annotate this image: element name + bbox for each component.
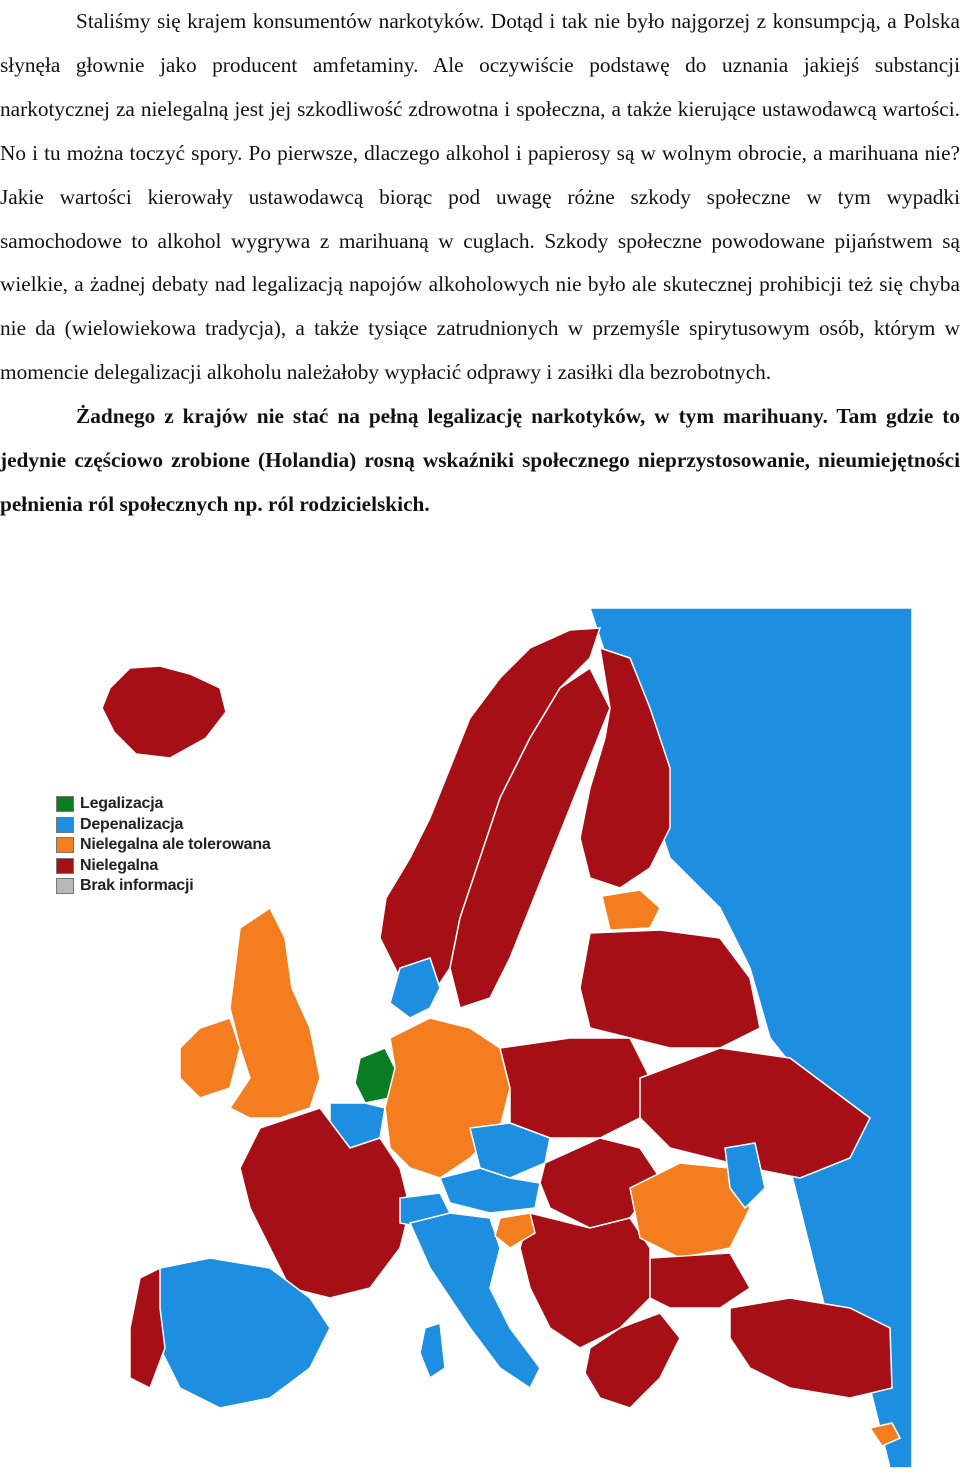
region-sardinia	[420, 1323, 445, 1378]
paragraph-1: Staliśmy się krajem konsumentów narkotyków. Dotąd i tak nie było najgorzej z konsumpcją, a Polska słynęła głownie jako producent amfetaminy. Ale oczywiście podstawę do uznania jakiejś substancji narkotycznej za nielegalną jest jej szkodliwość zdrowotna i społeczna, a także kierujące ustawodawcą wartości. No i tu można toczyć spory. Po pierwsze, dlaczego alkohol i papierosy są w wolnym obrocie, a marihuana nie? Jakie wartości kierowały ustawodawcą biorąc pod uwagę różne szkody społeczne w tym wypadki samochodowe to alkohol wygrywa z marihuaną w cuglach. Szkody społeczne powodowane pijaństwem są wielkie, a żadnej debaty nad legalizacją napojów alkoholowych nie było ale skutecznej prohibicji też się chyba nie da (wielowiekowa tradycja), a także tysiące zatrudnionych w przemyśle spirytusowym osób, którym w momencie delegalizacji alkoholu należałoby wypłacić odprawy i zasiłki dla bezrobotnych.	[0, 9, 960, 385]
region-ireland	[180, 1018, 240, 1098]
legend-label: Legalizacja	[80, 795, 164, 813]
legend-item-illegal	[56, 856, 271, 877]
region-bulgaria	[650, 1253, 750, 1308]
region-poland	[500, 1038, 650, 1138]
region-austria	[440, 1168, 540, 1213]
paragraph-2: Żadnego z krajów nie stać na pełną legalizację narkotyków, w tym marihuany. Tam gdzie to jedynie częściowo zrobione (Holandia) rosną wskaźniki społecznego nieprzystosowanie, nieumiejętności pełnienia ról społecznych np. ról rodzicielskich.	[0, 404, 960, 516]
legend-swatch	[56, 837, 74, 853]
legend-item-depenalized	[56, 815, 271, 836]
legend-swatch	[56, 858, 74, 874]
region-portugal	[130, 1268, 165, 1388]
legend-item-tolerated	[56, 835, 271, 856]
map-svg	[30, 608, 912, 1468]
legend-swatch	[56, 817, 74, 833]
legend-label: Nielegalna ale tolerowana	[80, 836, 271, 854]
map-legend	[56, 794, 271, 897]
legend-item-no-info	[56, 876, 271, 897]
legend-item-legal	[56, 794, 271, 815]
region-uk	[230, 908, 320, 1118]
legend-label: Depenalizacja	[80, 815, 184, 833]
legend-swatch	[56, 796, 74, 812]
europe-cannabis-map	[30, 608, 912, 1468]
document-text	[0, 0, 960, 527]
region-iceland	[102, 666, 226, 758]
legend-label: Brak informacji	[80, 877, 194, 895]
legend-label: Nielegalna	[80, 856, 159, 874]
region-baltics-belarus	[580, 930, 760, 1048]
region-estonia	[602, 890, 660, 930]
legend-swatch	[56, 878, 74, 894]
